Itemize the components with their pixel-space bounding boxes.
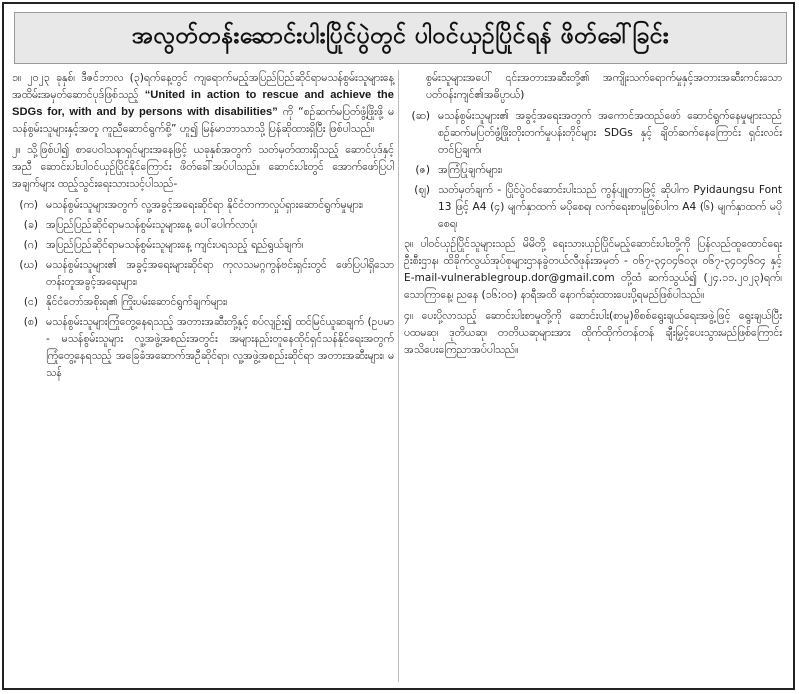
list-text: မသန်စွမ်းသူများကြုံတွေ့နေရသည့် အတားအဆီးတို့နှင့် စပ်လျဉ်း၍ ထင်မြင်ယူဆချက် (ဥပမာ - မသန်စွမ်းသူများ လူ့အဖွဲ့အစည်းအတွင်း အများနည်းတူနေထိုင်ရှင်သန်နိုင်ရေးအတွက် ကြုံတွေ့နေရသည့် အခြေခံအဆောက်အဦဆိုင်ရာ၊ လူ့အဖွဲ့အစည်းဆိုင်ရာ အတားအဆီးများ၊ မသန် xyxy=(46,316,394,379)
paragraph-1-intro: ၁။ ၂၀၂၃ ခုနှစ်၊ ဒီဇင်ဘာလ (၃)ရက်နေ့တွင် ကျရောက်မည့်အပြည်ပြည်ဆိုင်ရာမသန်စွမ်းသူများနေ့ အထိမ်းအမှတ်ဆောင်ပုဒ်ဖြစ်သည့် xyxy=(12,72,394,101)
list-marker: (ဂ) xyxy=(23,239,38,251)
list-marker: (က) xyxy=(19,199,38,211)
list-marker: (ခ) xyxy=(23,219,38,231)
list-marker: (ဆ) xyxy=(411,110,430,122)
page-title: အလွတ်တန်းဆောင်းပါးပြိုင်ပွဲတွင် ပါဝင်ယှဉ်ပြိုင်ရန် ဖိတ်ခေါ်ခြင်း xyxy=(131,23,670,49)
list-text: မသန်စွမ်းသူများအတွက် လူ့အခွင့်အရေးဆိုင်ရာ နိုင်ငံတကာလှုပ်ရှားဆောင်ရွက်မှုများ၊ xyxy=(46,199,364,211)
title-banner xyxy=(14,12,787,64)
list-item xyxy=(404,182,782,233)
list-item xyxy=(404,162,782,179)
list-marker: (င) xyxy=(23,296,38,308)
list-text: နိုင်ငံတော်အစိုးရ၏ ကြိုးပမ်းဆောင်ရွက်ချက်များ၊ xyxy=(46,296,228,308)
column-divider xyxy=(398,70,399,682)
list-item xyxy=(12,294,394,311)
paragraph-4: ၄။ ပေးပို့လာသည့် ဆောင်းပါးစာမူတို့ကို ဆောင်းပါး(စာမူ)စိစစ်ရွေးချယ်ရေးအဖွဲ့ဖြင့် ရွေးချယ်ပြီး ပထမဆု၊ ဒုတိယဆု၊ တတိယဆုများအား ထိုက်ထိုက်တန်တန် ချီးမြှင့်ပေးသွားမည်ဖြစ်ကြောင်း အသိပေးကြေညာအပ်ပါသည်။ xyxy=(404,310,782,356)
list-text: အပြည်ပြည်ဆိုင်ရာမသန်စွမ်းသူများနေ့ ပေါ်ပေါက်လာပုံ၊ xyxy=(46,219,258,231)
paragraph-2: ၂။ သို့ဖြစ်ပါ၍ စာပေဝါသနာရှင်များအနေဖြင့် ယခုနှစ်အတွက် သတ်မှတ်ထားရှိသည့် ဆောင်ပုဒ်နှင့်အညီ ဆောင်းပါးပါဝင်ယှဉ်ပြိုင်နိုင်ကြောင်း ဖိတ်ခေါ်အပ်ပါသည်။ ဆောင်းပါးတွင် အောက်ဖော်ပြပါ အချက်များ ထည့်သွင်းရေးသားသင့်ပါသည်- xyxy=(12,144,394,190)
list-text: မသန်စွမ်းသူများ၏ အခွင့်အရေးအတွက် အကောင်အထည်ဖော် ဆောင်ရွက်နေမှုများသည် စဉ်ဆက်မပြတ်ဖွံ့ဖြိုးတိုးတက်မှုပန်းတိုင်များ SDGs နှင့် ချိတ်ဆက်နေကြောင်း ရှင်းလင်းတင်ပြချက်၊ xyxy=(438,110,782,156)
list-marker: (စ) xyxy=(23,316,38,328)
english-slogan: “United in action to rescue and achieve the SDGs for, with and by persons with disabilities” xyxy=(12,89,394,118)
list-text: အကြံပြုချက်များ၊ xyxy=(438,164,503,176)
list-item xyxy=(12,197,394,214)
list-text: သတ်မှတ်ချက် - ပြိုင်ပွဲဝင်ဆောင်းပါးသည် ကွန်ပျူတာဖြင့် ဆိုပါက Pyidaungsu Font 13 ဖြင့် A4 (၄) မျက်နှာထက် မပိုစေရ၊ လက်ရေးစာမူဖြစ်ပါက A4 (၆) မျက်နှာထက် မပိုစေရ၊ xyxy=(438,184,782,230)
paragraph-3: ၃။ ပါဝင်ယှဉ်ပြိုင်သူများသည် မိမိတို့ ရေးသားယှဉ်ပြိုင်မည့်ဆောင်းပါးတို့ကို ပြန်လည်ထူထောင်ရေးဦးစီးဌာန၊ ထိခိုက်လွယ်အုပ်စုများဌာနခွဲတယ်လီဖုန်းအမှတ် - ၀၆၇-၃၄၀၄၆၀၃၊ ၀၆၇-၃၄၀၄၆၀၄ နှင့် E-mail-vulnerablegroup.dor@gmail.com တို့ထံ ဆက်သွယ်၍ (၂၄.၁၁.၂၀၂၃)ရက်၊ သောကြာနေ့၊ ညနေ (၁၆:၀၀) နာရီအထိ နောက်ဆုံးထားပေးပို့ရမည်ဖြစ်ပါသည်။ xyxy=(404,238,782,301)
paragraph-1-translation: ကို “စဉ်ဆက်မပြတ်ဖွံ့ဖြိုးဖို့ မသန်စွမ်းသူများနှင့်အတူ ကူညီဆောင်ရွက်စို့” ဟူ၍ မြန်မာဘာသာသို့ ပြန်ဆိုထားရှိပြီး ဖြစ်ပါသည်။ xyxy=(12,106,394,135)
list-marker: (ဈ) xyxy=(414,184,430,196)
paragraph-1 xyxy=(12,70,394,138)
list-marker: (ဇ) xyxy=(415,164,430,176)
list-item xyxy=(404,108,782,159)
list-text: အပြည်ပြည်ဆိုင်ရာမသန်စွမ်းသူများနေ့ ကျင်းပရသည့် ရည်ရွယ်ချက်၊ xyxy=(46,239,304,251)
list-item xyxy=(12,237,394,254)
list-item-continuation: စွမ်းသူများအပေါ် ၎င်းအတားအဆီးတို့၏ အကျိုးသက်ရောက်မှုနှင့်အတားအဆီးကင်းသော ပတ်ဝန်းကျင်၏အဓိပ္ပာယ်) xyxy=(426,72,782,101)
right-column xyxy=(404,70,782,363)
list-item xyxy=(12,257,394,291)
list-item xyxy=(12,314,394,382)
list-text: မသန်စွမ်းသူများ၏ အခွင့်အရေးများဆိုင်ရာ ကုလသမဂ္ဂကွန်ဗင်းရှင်းတွင် ဖော်ပြပါရှိသော တန်းတူအခွင့်အရေးများ၊ xyxy=(46,259,394,288)
left-column xyxy=(12,70,394,385)
list-marker: (ဃ) xyxy=(19,259,38,271)
list-item xyxy=(12,217,394,234)
